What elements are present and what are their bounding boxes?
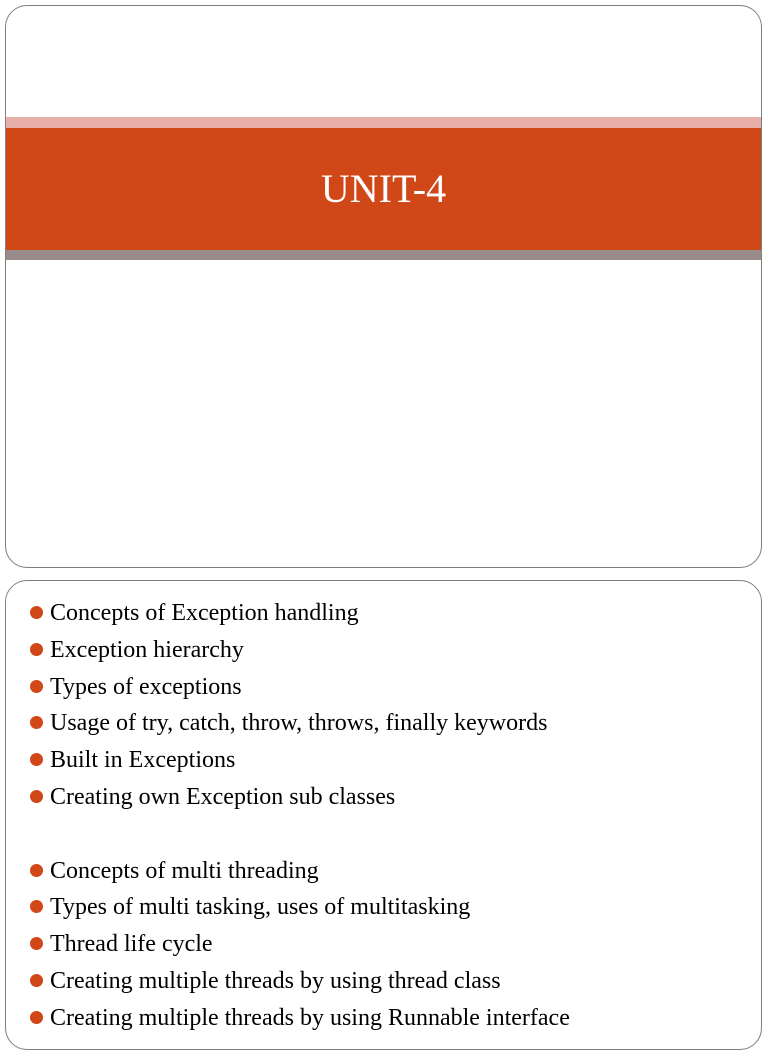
bullet-text: Types of exceptions [50,673,242,700]
list-item [6,705,761,742]
slide-title: UNIT-4 [320,166,447,211]
list-item [6,742,761,779]
list-item [6,669,761,706]
bullet-text: Concepts of Exception handling [50,600,359,626]
bullet-text: Usage of try, catch, throw, throws, finally keywords [50,710,548,737]
content-slide [5,580,762,1050]
list-spacer [6,816,761,853]
bullet-dot-icon [30,937,43,950]
title-band-light-stripe [6,117,761,128]
bullet-dot-icon [30,790,43,803]
list-item [6,963,761,1000]
bullet-text: Concepts of multi threading [50,857,319,884]
title-slide [5,5,762,568]
bullet-dot-icon [30,753,43,766]
bullet-text: Creating multiple threads by using thread class [50,967,501,994]
title-band-dark-stripe [6,250,761,260]
bullet-dot-icon [30,716,43,729]
bullet-dot-icon [30,864,43,877]
bullet-text: Exception hierarchy [50,636,244,663]
bullet-dot-icon [30,643,43,656]
bullet-list [6,595,761,1037]
bullet-text: Built in Exceptions [50,747,236,774]
bullet-dot-icon [30,900,43,913]
bullet-dot-icon [30,680,43,693]
bullet-text: Thread life cycle [50,931,213,958]
bullet-text: Creating multiple threads by using Runnable interface [50,1004,570,1031]
bullet-text: Creating own Exception sub classes [50,783,396,810]
list-item [6,853,761,890]
bullet-dot-icon [30,1011,43,1024]
bullet-dot-icon [30,606,43,619]
list-item [6,926,761,963]
list-item [6,889,761,926]
list-item [6,632,761,669]
list-item [6,779,761,816]
bullet-dot-icon [30,974,43,987]
list-item [6,595,761,632]
list-item [6,1000,761,1037]
bullet-text: Types of multi tasking, uses of multitasking [50,894,471,921]
